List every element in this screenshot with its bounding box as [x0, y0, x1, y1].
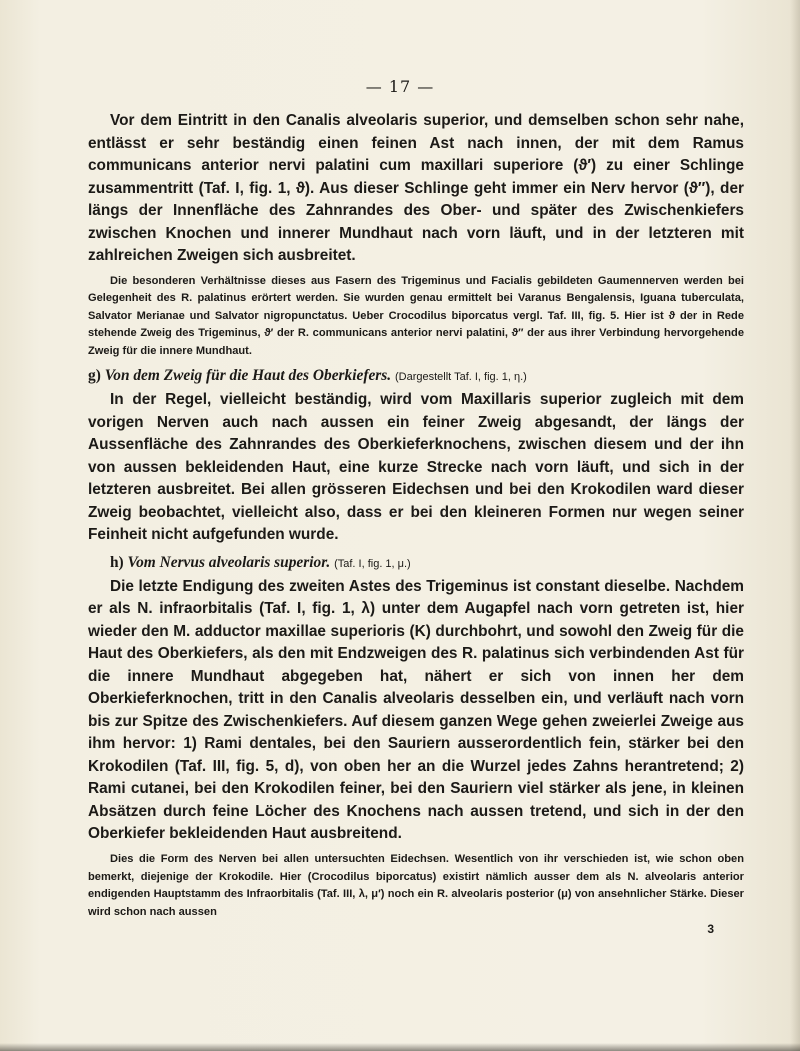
section-heading-h [88, 551, 744, 576]
section-title-g: Von dem Zweig für die Haut des Oberkiefers. [104, 367, 392, 385]
text-column [88, 110, 744, 937]
page-edge-shadow [790, 0, 800, 1051]
signature-mark: 3 [707, 922, 714, 937]
footnote-palatine-nerve: Die besonderen Verhältnisse dieses aus Fasern des Trigeminus und Facialis gebildeten Gaumennerven werden bei Gelegenheit des R. palatinus erörtert werden. Sie wurden genau ermittelt bei Varanus Bengalensis, Iguana tuberculata, Salvator Merianae und Salvator nigropunctatus. Ueber Crocodilus biporcatus vergl. Taf. III, fig. 5. Hier ist ϑ der in Rede stehende Zweig des Trigeminus, ϑ′ der R. communicans anterior nervi palatini, ϑ″ der aus ihrer Verbindung hervorgehende Zweig für die innere Mundhaut. [88, 274, 744, 357]
section-label-h: h) [110, 553, 124, 571]
footnote-crocodile-form: Dies die Form des Nerven bei allen untersuchten Eidechsen. Wesentlich von ihr verschieden ist, wie schon oben bemerkt, diejenige der Krokodile. Hier (Crocodilus biporcatus) existirt nämlich ausser dem als N. alveolaris anterior endigenden Hauptstamm des Infraorbitalis (Taf. III, λ, μ′) noch ein R. alveolaris posterior (μ) von ansehnlicher Stärke. Dieser wird schon nach aussen [88, 852, 744, 918]
page-number: — 17 — [365, 77, 435, 96]
section-ref-g: (Dargestellt Taf. I, fig. 1, η.) [394, 371, 527, 384]
page-bottom-shade [0, 1043, 800, 1051]
section-heading-g [88, 364, 744, 389]
paragraph-skin-branch: In der Regel, vielleicht beständig, wird vom Maxillaris superior zugleich mit dem vorigen Nerven auch nach aussen ein feiner Zweig abgesandt, der längs der Aussenfläche des Zahnrandes des Oberkieferknochens, zwischen diesem und der ihn von aussen bekleidenden Haut, eine kurze Strecke nach vorn läuft, und sich in der letzteren ausbreitet. Bei allen grösseren Eidechsen und bei den Krokodilen ward dieser Zweig beobachtet, vielleicht also, dass er bei den kleineren Formen nur wegen seiner Feinheit nicht aufgefunden wurde. [88, 391, 744, 544]
section-title-h: Vom Nervus alveolaris superior. [127, 553, 331, 571]
paragraph-alveolaris-superior: Die letzte Endigung des zweiten Astes des Trigeminus ist constant dieselbe. Nachdem er als N. infraorbitalis (Taf. I, fig. 1, λ) unter dem Augapfel nach vorn getreten ist, hier wieder den M. adductor maxillae superioris (K) durchbohrt, und sowohl den Zweig für die Haut des Oberkiefers, als den mit Endzweigen des R. palatinus sich verbindenden Ast für die innere Mundhaut abgegeben hat, nähert er sich von innen her dem Oberkieferknochen, tritt in den Canalis alveolaris desselben ein, und verläuft nach vorn bis zur Spitze des Zwischenkiefers. Auf diesem ganzen Wege gehen zweierlei Zweige aus ihm hervor: 1) Rami dentales, bei den Sauriern ausserordentlich fein, stärker bei den Krokodilen (Taf. III, fig. 5, d), von oben her an die Wurzel jedes Zahns herantretend; 2) Rami cutanei, bei den Krokodilen feiner, bei den Sauriern viel stärker als jene, in kleinen Absätzen durch feine Löcher des Knochens nach aussen tretend, und sich in der den Oberkiefer bekleidenden Haut ausbreitend. [88, 577, 744, 843]
paragraph-alveolar-branch: Vor dem Eintritt in den Canalis alveolaris superior, und demselben schon sehr nahe, entlässt er sehr beständig einen feinen Ast nach innen, der mit dem Ramus communicans anterior nervi palatini cum maxillari superiore (ϑ′) zu einer Schlinge zusammentritt (Taf. I, fig. 1, ϑ). Aus dieser Schlinge geht immer ein Nerv hervor (ϑ″), der längs der Innenfläche des Zahnrandes des Ober- und später des Zwischenkiefers zwischen Knochen und innerer Mundhaut nach vorn läuft, und in der letzteren mit zahlreichen Zweigen sich ausbreitet. [88, 112, 744, 264]
section-label-g: g) [88, 367, 101, 385]
section-ref-h: (Taf. I, fig. 1, μ.) [334, 557, 411, 570]
